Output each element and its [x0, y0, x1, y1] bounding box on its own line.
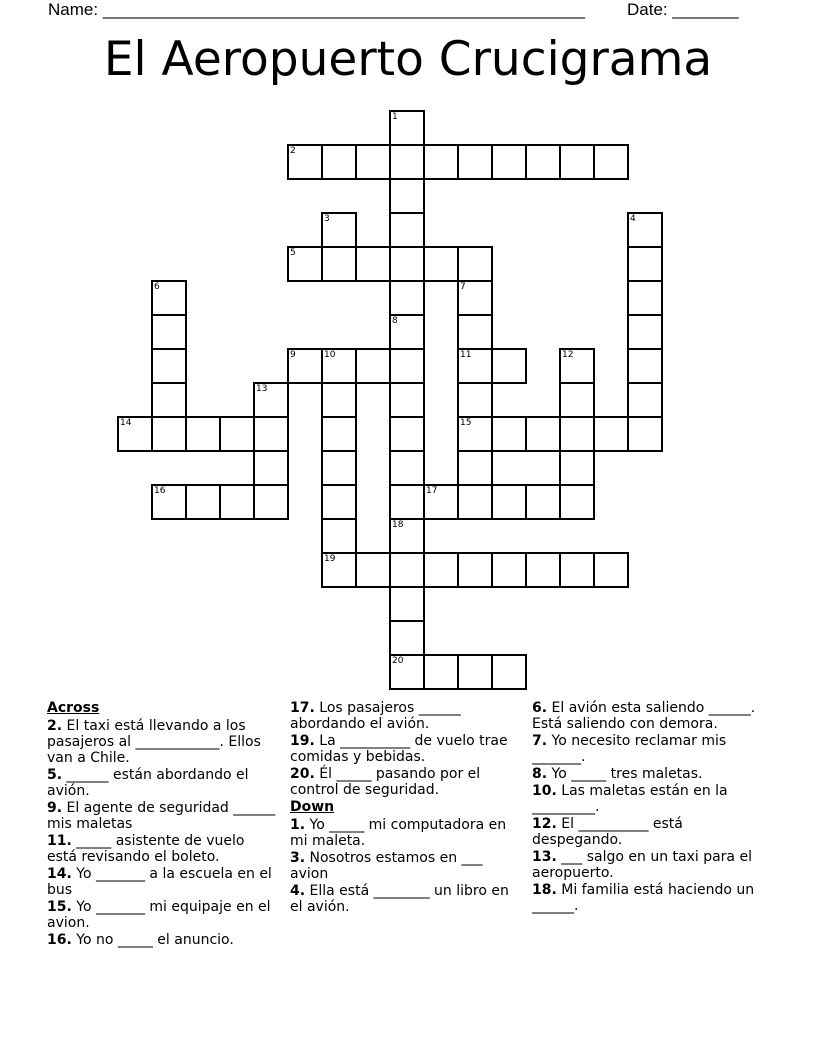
- clue-number: 15.: [47, 899, 72, 915]
- crossword-cell[interactable]: [321, 518, 357, 554]
- clue-text: Yo _____ tres maletas.: [547, 766, 703, 782]
- crossword-cell[interactable]: [423, 144, 459, 180]
- clue-text: El taxi está llevando a los pasajeros al ____________. Ellos van a Chile.: [47, 718, 261, 766]
- crossword-cell[interactable]: [219, 484, 255, 520]
- crossword-cell[interactable]: [457, 382, 493, 418]
- clue-item: [47, 833, 277, 865]
- crossword-cell[interactable]: [491, 484, 527, 520]
- clue-number: 18.: [532, 882, 557, 898]
- crossword-cell[interactable]: [321, 212, 357, 248]
- crossword-cell[interactable]: [627, 382, 663, 418]
- clue-number: 14.: [47, 866, 72, 882]
- crossword-cell[interactable]: [491, 654, 527, 690]
- cell-number: 10: [324, 350, 336, 360]
- cell-number: 3: [324, 214, 330, 224]
- clue-item: [47, 767, 277, 799]
- cell-number: 4: [630, 214, 636, 224]
- crossword-cell[interactable]: [491, 416, 527, 452]
- clue-item: [47, 932, 277, 948]
- crossword-cell[interactable]: [559, 450, 595, 486]
- crossword-cell[interactable]: [559, 382, 595, 418]
- clue-item: [290, 700, 520, 732]
- crossword-cell[interactable]: [355, 144, 391, 180]
- clue-text: Los pasajeros ______ abordando el avión.: [290, 700, 461, 732]
- crossword-cell[interactable]: [389, 382, 425, 418]
- clue-text: Yo necesito reclamar mis _______.: [532, 733, 727, 765]
- crossword-cell[interactable]: [389, 348, 425, 384]
- crossword-cell[interactable]: [389, 144, 425, 180]
- clue-item: [47, 899, 277, 931]
- cell-number: 16: [154, 486, 166, 496]
- crossword-cell[interactable]: [423, 552, 459, 588]
- crossword-cell[interactable]: [253, 382, 289, 418]
- clue-text: Yo _______ mi equipaje en el avion.: [47, 899, 271, 931]
- clue-number: 5.: [47, 767, 63, 783]
- crossword-cell[interactable]: [355, 246, 391, 282]
- clue-item: [290, 766, 520, 798]
- crossword-cell[interactable]: [525, 552, 561, 588]
- crossword-cell[interactable]: [151, 280, 187, 316]
- crossword-cell[interactable]: [457, 280, 493, 316]
- crossword-cell[interactable]: [185, 484, 221, 520]
- crossword-cell[interactable]: [491, 348, 527, 384]
- crossword-cell[interactable]: [389, 246, 425, 282]
- crossword-cell[interactable]: [321, 246, 357, 282]
- clue-item: [290, 817, 520, 849]
- crossword-cell[interactable]: [389, 280, 425, 316]
- clue-number: 4.: [290, 883, 306, 899]
- clue-text: Él _____ pasando por el control de seguridad.: [290, 766, 481, 798]
- clue-number: 19.: [290, 733, 315, 749]
- clue-number: 12.: [532, 816, 557, 832]
- clues-column-3: [532, 700, 757, 915]
- cell-number: 12: [562, 350, 574, 360]
- crossword-cell[interactable]: [321, 144, 357, 180]
- crossword-cell[interactable]: [389, 586, 425, 622]
- crossword-cell[interactable]: [321, 382, 357, 418]
- cell-number: 2: [290, 146, 296, 156]
- clue-item: [532, 733, 757, 765]
- crossword-cell[interactable]: [389, 654, 425, 690]
- crossword-cell[interactable]: [389, 620, 425, 656]
- crossword-cell[interactable]: [627, 314, 663, 350]
- crossword-cell[interactable]: [423, 654, 459, 690]
- crossword-cell[interactable]: [491, 144, 527, 180]
- clue-number: 10.: [532, 783, 557, 799]
- clue-number: 7.: [532, 733, 548, 749]
- crossword-cell[interactable]: [457, 144, 493, 180]
- clue-text: La __________ de vuelo trae comidas y bebidas.: [290, 733, 508, 765]
- across-heading: Across: [47, 700, 100, 716]
- clue-item: [47, 866, 277, 898]
- cell-number: 15: [460, 418, 472, 428]
- clues-column-2: [290, 700, 520, 916]
- date-field[interactable]: Date: _______: [627, 0, 739, 19]
- crossword-cell[interactable]: [287, 348, 323, 384]
- crossword-cell[interactable]: [389, 416, 425, 452]
- clue-number: 11.: [47, 833, 72, 849]
- crossword-cell[interactable]: [389, 178, 425, 214]
- crossword-cell[interactable]: [117, 416, 153, 452]
- clue-number: 6.: [532, 700, 548, 716]
- crossword-cell[interactable]: [389, 552, 425, 588]
- crossword-cell[interactable]: [457, 246, 493, 282]
- crossword-cell[interactable]: [321, 416, 357, 452]
- crossword-cell[interactable]: [423, 484, 459, 520]
- crossword-cell[interactable]: [389, 110, 425, 146]
- clue-text: Nosotros estamos en ___ avion: [290, 850, 483, 882]
- crossword-cell[interactable]: [253, 484, 289, 520]
- crossword-cell[interactable]: [287, 144, 323, 180]
- crossword-cell[interactable]: [457, 654, 493, 690]
- crossword-cell[interactable]: [593, 416, 629, 452]
- clue-text: Ella está ________ un libro en el avión.: [290, 883, 509, 915]
- clue-item: [532, 700, 757, 732]
- crossword-cell[interactable]: [525, 484, 561, 520]
- cell-number: 9: [290, 350, 296, 360]
- clue-text: _____ asistente de vuelo está revisando el boleto.: [47, 833, 245, 865]
- cell-number: 18: [392, 520, 404, 530]
- clue-item: [532, 882, 757, 914]
- clues-column-1: [47, 700, 277, 949]
- crossword-cell[interactable]: [627, 416, 663, 452]
- crossword-cell[interactable]: [355, 348, 391, 384]
- crossword-cell[interactable]: [185, 416, 221, 452]
- clue-item: [290, 850, 520, 882]
- cell-number: 6: [154, 282, 160, 292]
- crossword-cell[interactable]: [627, 212, 663, 248]
- crossword-cell[interactable]: [627, 348, 663, 384]
- crossword-cell[interactable]: [253, 416, 289, 452]
- clue-item: [532, 849, 757, 881]
- clue-text: El avión esta saliendo ______. Está saliendo con demora.: [532, 700, 756, 732]
- crossword-cell[interactable]: [559, 552, 595, 588]
- clue-text: Yo _______ a la escuela en el bus: [47, 866, 272, 898]
- clue-text: El __________ está despegando.: [532, 816, 683, 848]
- cell-number: 13: [256, 384, 268, 394]
- clue-number: 9.: [47, 800, 63, 816]
- crossword-cell[interactable]: [457, 314, 493, 350]
- puzzle-title: El Aeropuerto Crucigrama: [103, 32, 713, 87]
- crossword-cell[interactable]: [559, 144, 595, 180]
- crossword-cell[interactable]: [457, 416, 493, 452]
- crossword-cell[interactable]: [389, 314, 425, 350]
- crossword-cell[interactable]: [525, 416, 561, 452]
- clue-item: [290, 883, 520, 915]
- clue-number: 2.: [47, 718, 63, 734]
- crossword-cell[interactable]: [389, 484, 425, 520]
- crossword-cell[interactable]: [151, 484, 187, 520]
- crossword-cell[interactable]: [321, 484, 357, 520]
- crossword-cell[interactable]: [151, 314, 187, 350]
- cell-number: 7: [460, 282, 466, 292]
- cell-number: 11: [460, 350, 472, 360]
- clue-number: 16.: [47, 932, 72, 948]
- crossword-cell[interactable]: [559, 484, 595, 520]
- clue-number: 1.: [290, 817, 306, 833]
- clue-item: [532, 766, 757, 782]
- crossword-cell[interactable]: [219, 416, 255, 452]
- crossword-cell[interactable]: [389, 518, 425, 554]
- crossword-cell[interactable]: [389, 450, 425, 486]
- crossword-cell[interactable]: [457, 450, 493, 486]
- crossword-cell[interactable]: [457, 484, 493, 520]
- clue-text: Mi familia está haciendo un ______.: [532, 882, 755, 914]
- crossword-cell[interactable]: [457, 348, 493, 384]
- crossword-cell[interactable]: [423, 246, 459, 282]
- cell-number: 1: [392, 112, 398, 122]
- crossword-cell[interactable]: [593, 552, 629, 588]
- clue-item: [47, 800, 277, 832]
- crossword-cell[interactable]: [457, 552, 493, 588]
- clue-number: 17.: [290, 700, 315, 716]
- crossword-cell[interactable]: [559, 348, 595, 384]
- clue-text: El agente de seguridad ______ mis maletas: [47, 800, 276, 832]
- clue-text: ______ están abordando el avión.: [47, 767, 249, 799]
- crossword-cell[interactable]: [525, 144, 561, 180]
- cell-number: 19: [324, 554, 336, 564]
- crossword-cell[interactable]: [321, 450, 357, 486]
- crossword-cell[interactable]: [151, 416, 187, 452]
- crossword-cell[interactable]: [627, 246, 663, 282]
- cell-number: 8: [392, 316, 398, 326]
- clue-item: [47, 718, 277, 766]
- clue-text: Yo no _____ el anuncio.: [71, 932, 234, 948]
- cell-number: 20: [392, 656, 404, 666]
- cell-number: 14: [120, 418, 132, 428]
- crossword-cell[interactable]: [253, 450, 289, 486]
- clue-item: [532, 783, 757, 815]
- name-field[interactable]: Name: ___________________________________________________: [48, 0, 585, 19]
- crossword-cell[interactable]: [287, 246, 323, 282]
- cell-number: 17: [426, 486, 438, 496]
- clue-number: 13.: [532, 849, 557, 865]
- crossword-cell[interactable]: [355, 552, 391, 588]
- crossword-cell[interactable]: [559, 416, 595, 452]
- clue-text: Yo _____ mi computadora en mi maleta.: [290, 817, 507, 849]
- clue-number: 8.: [532, 766, 548, 782]
- crossword-cell[interactable]: [491, 552, 527, 588]
- clue-number: 3.: [290, 850, 306, 866]
- down-heading: Down: [290, 799, 335, 815]
- crossword-cell[interactable]: [627, 280, 663, 316]
- clue-item: [532, 816, 757, 848]
- clue-text: Las maletas están en la _________.: [532, 783, 728, 815]
- crossword-cell[interactable]: [151, 348, 187, 384]
- clue-number: 20.: [290, 766, 315, 782]
- crossword-cell[interactable]: [389, 212, 425, 248]
- crossword-cell[interactable]: [593, 144, 629, 180]
- cell-number: 5: [290, 248, 296, 258]
- clue-item: [290, 733, 520, 765]
- clue-text: ___ salgo en un taxi para el aeropuerto.: [532, 849, 752, 881]
- crossword-cell[interactable]: [151, 382, 187, 418]
- crossword-cell[interactable]: [321, 348, 357, 384]
- crossword-cell[interactable]: [321, 552, 357, 588]
